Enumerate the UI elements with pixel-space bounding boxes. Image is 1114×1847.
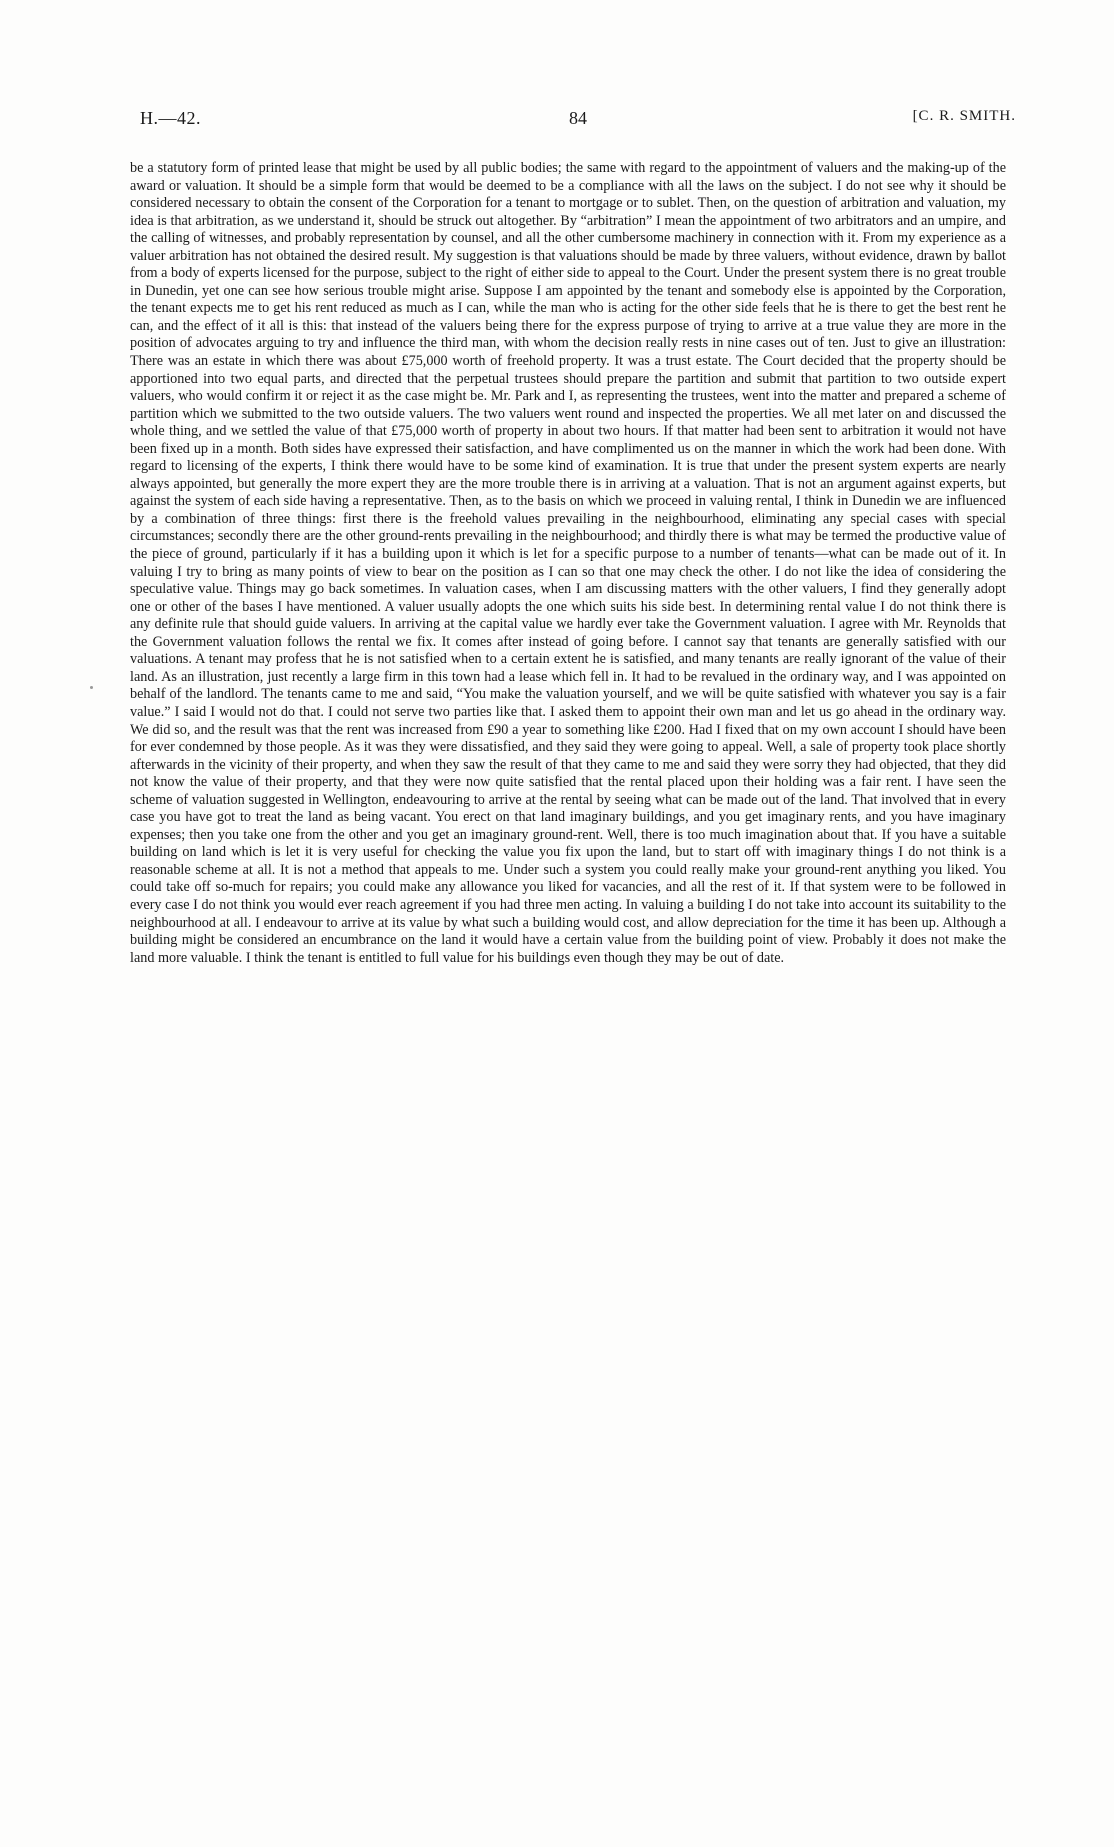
document-code: H.—42.: [140, 108, 201, 128]
body-paragraph: be a statutory form of printed lease that might be used by all public bodies; the same with regard to the appointment of valuers and the making-up of the award or valuation. It should be a simple form that would be deemed to be a compliance with all the laws on the subject. I do not see why it should be considered necessary to obtain the consent of the Corporation for a tenant to mortgage or to sublet. Then, on the question of arbitration and valuation, my idea is that arbitration, as we understand it, should be struck out altogether. By “arbitration” I mean the appointment of two arbitrators and an umpire, and the calling of witnesses, and probably representation by counsel, and all the other cumbersome machinery in connection with it. From my experience as a valuer arbitration has not obtained the desired result. My suggestion is that valuations should be made by three valuers, without evidence, drawn by ballot from a body of experts licensed for the purpose, subject to the right of either side to appeal to the Court. Under the present system there is no great trouble in Dunedin, yet one can see how serious trouble might arise. Suppose I am appointed by the tenant and somebody else is appointed by the Corporation, the tenant expects me to get his rent reduced as much as I can, while the man who is acting for the other side feels that he is there to get the best rent he can, and the effect of it all is this: that instead of the valuers being there for the express purpose of trying to arrive at a true value they are more in the position of advocates arguing to try and influence the third man, with whom the decision really rests in nine cases out of ten. Just to give an illustration: There was an estate in which there was about £75,000 worth of freehold property. It was a trust estate. The Court decided that the property should be apportioned into two equal parts, and directed that the perpetual trustees should prepare the partition and submit that partition to two outside expert valuers, who would confirm it or reject it as the case might be. Mr. Park and I, as representing the trustees, went into the matter and prepared a scheme of partition which we submitted to the two outside valuers. The two valuers went round and inspected the properties. We all met later on and discussed the whole thing, and we settled the value of that £75,000 worth of property in about two hours. If that matter had been sent to arbitration it would not have been fixed up in a month. Both sides have expressed their satisfaction, and have complimented us on the manner in which the work had been done. With regard to licensing of the experts, I think there would have to be some kind of examination. It is true that under the present system experts are nearly always appointed, but generally the more expert they are the more trouble there is in arriving at a valuation. That is not an argument against experts, but against the system of each side having a representative. Then, as to the basis on which we proceed in valuing rental, I think in Dunedin we are influenced by a combination of three things: first there is the freehold values prevailing in the neighbourhood, eliminating any special cases with special circumstances; secondly there are the other ground-rents prevailing in the neighbourhood; and thirdly there is what may be termed the productive value of the piece of ground, particularly if it has a building upon it which is let for a specific purpose to a number of tenants—what can be made out of it. In valuing I try to bring as many points of view to bear on the position as I can so that one may check the other. I do not like the idea of considering the speculative value. Things may go back sometimes. In valuation cases, when I am discussing matters with the other valuers, I find they generally adopt one or other of the bases I have mentioned. A valuer usually adopts the one which suits his side best. In determining rental value I do not think there is any definite rule that should guide valuers. In arriving at the capital value we hardly ever take the Government valuation. I agree with Mr. Reynolds that the Government valuation follows the rental we fix. It comes after instead of going before. I cannot say that tenants are generally satisfied with our valuations. A tenant may profess that he is not satisfied when to a certain extent he is satisfied, and many tenants are really ignorant of the value of their land. As an illustration, just recently a large firm in this town had a lease which fell in. It had to be revalued in the ordinary way, and I was appointed on behalf of the landlord. The tenants came to me and said, “You make the valuation yourself, and we will be quite satisfied with whatever you say is a fair value.” I said I would not do that. I could not serve two parties like that. I asked them to appoint their own man and let us go ahead in the ordinary way. We did so, and the result was that the rent was increased from £90 a year to something like £200. Had I fixed that on my own account I should have been for ever condemned by those people. As it was they were dissatisfied, and they said they were going to appeal. Well, a sale of property took place shortly afterwards in the vicinity of their property, and when they saw the result of that they came to me and said they were sorry they had objected, that they did not know the value of their property, and that they were now quite satisfied that the rental placed upon their holding was a fair rent. I have seen the scheme of valuation suggested in Wellington, endeavouring to arrive at the rental by seeing what can be made out of the land. That involved that in every case you have got to treat the land as being vacant. You erect on that land imaginary buildings, and you get imaginary rents, and you have imaginary expenses; then you take one from the other and you get an imaginary ground-rent. Well, there is too much imagination about that. If you have a suitable building on land which is let it is very useful for checking the value you fix upon the land, but to start off with imaginary things I do not think is a reasonable scheme at all. It is not a method that appeals to me. Under such a system you could really make your ground-rent anything you liked. You could take off so-much for repairs; you could make any allowance you liked for vacancies, and all the rest of it. If that system were to be followed in every case I do not think you would ever reach agreement if you had three men acting. In valuing a building I do not take into account its suitability to the neighbourhood at all. I endeavour to arrive at its value by what such a building would cost, and allow depreciation for the time it has been up. Although a building might be considered an encumbrance on the land it would have a certain value from the building point of view. Probably it does not make the land more valuable. I think the tenant is entitled to full value for his buildings even though they may be out of date.: [130, 160, 1006, 966]
page-number: 84: [569, 108, 587, 128]
page-header: [140, 108, 1016, 138]
witness-name: [C. R. SMITH.: [912, 108, 1016, 124]
margin-mark: [90, 686, 93, 689]
body-text: [130, 160, 1006, 967]
